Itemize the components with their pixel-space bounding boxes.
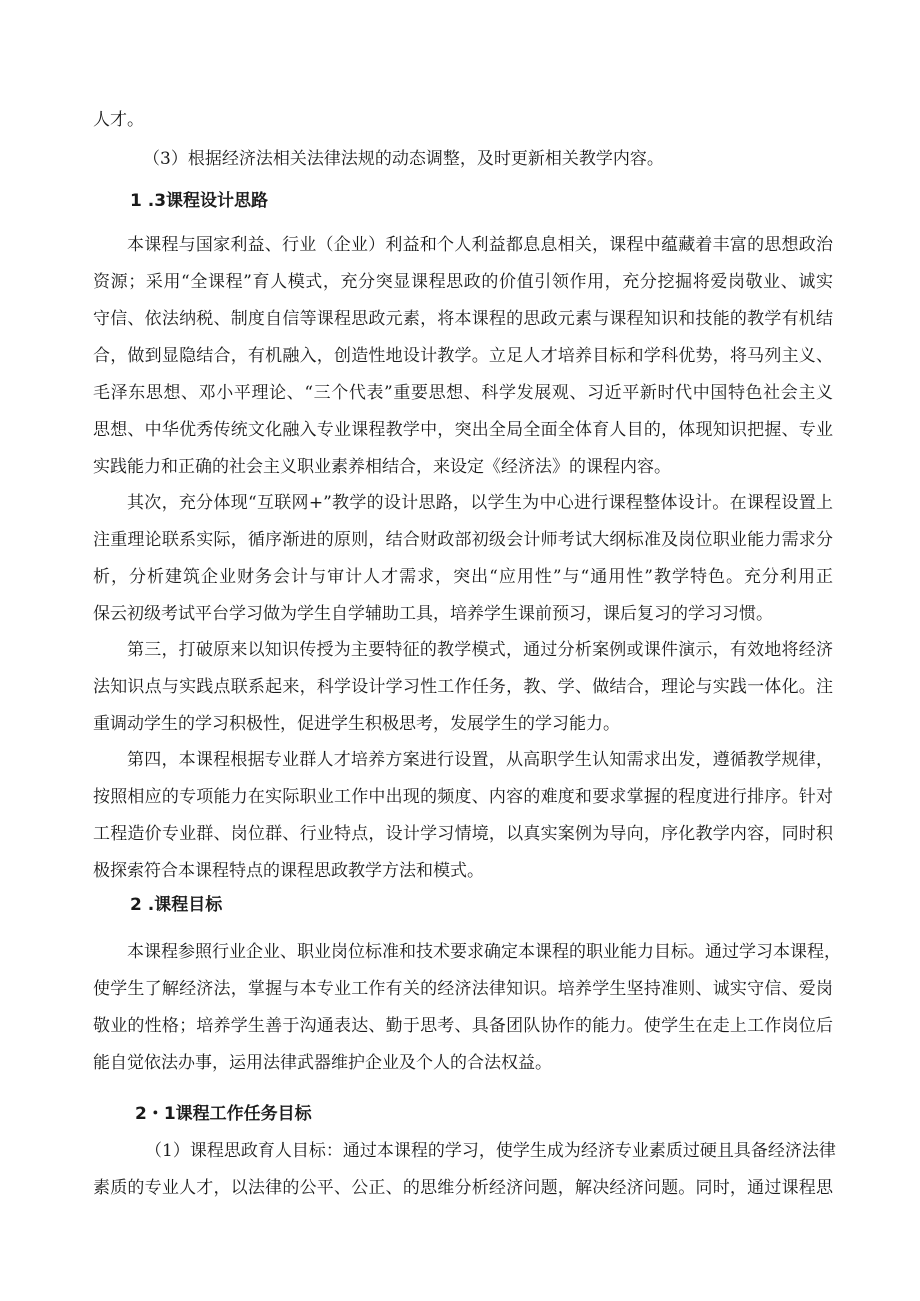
paragraph-5-line: 本课程参照行业企业、职业岗位标准和技术要求确定本课程的职业能力目标。通过学习本课程， — [127, 942, 841, 962]
paragraph-1-line: 毛泽东思想、邓小平理论、“三个代表”重要思想、科学发展观、习近平新时代中国特色社会主义 — [93, 383, 833, 403]
paragraph-1-line: 实践能力和正确的社会主义职业素养相结合，来设定《经济法》的课程内容。 — [93, 457, 671, 477]
paragraph-5-line: 使学生了解经济法，掌握与本专业工作有关的经济法律知识。培养学生坚持准则、诚实守信、爱岗 — [93, 979, 833, 999]
paragraph-1-line: 思想、中华优秀传统文化融入专业课程教学中，突出全局全面全体育人目的，体现知识把握、专业 — [93, 420, 833, 440]
paragraph-3-line: 重调动学生的学习积极性，促进学生积极思考，发展学生的学习能力。 — [93, 714, 620, 734]
paragraph-2-line: 注重理论联系实际，循序渐进的原则，结合财政部初级会计师考试大纲标准及岗位职业能力需求分 — [93, 530, 833, 550]
paragraph-5-line: 敬业的性格；培养学生善于沟通表达、勤于思考、具备团队协作的能力。使学生在走上工作岗位后 — [93, 1016, 833, 1036]
paragraph-4-line: 第四，本课程根据专业群人才培养方案进行设置，从高职学生认知需求出发，遵循教学规律， — [127, 750, 833, 770]
paragraph-2-line: 其次，充分体现“互联网+”教学的设计思路，以学生为中心进行课程整体设计。在课程设置上 — [127, 493, 833, 513]
paragraph-4-line: 按照相应的专项能力在实际职业工作中出现的频度、内容的难度和要求掌握的程度进行排序。针对 — [93, 787, 833, 807]
paragraph-6-line: 素质的专业人才，以法律的公平、公正、的思维分析经济问题，解决经济问题。同时，通过课程思 — [93, 1178, 833, 1198]
paragraph-4-line: 极探索符合本课程特点的课程思政教学方法和模式。 — [93, 861, 484, 881]
section-heading-2: 2 .课程目标 — [130, 895, 223, 915]
paragraph-6-line: （1）课程思政育人目标：通过本课程的学习，使学生成为经济专业素质过硬且具备经济法律 — [145, 1141, 836, 1161]
paragraph-2-line: 析，分析建筑企业财务会计与审计人才需求，突出“应用性”与“通用性”教学特色。充分利用正 — [93, 567, 833, 587]
section-heading-1-3: 1 .3课程设计思路 — [130, 191, 269, 211]
section-heading-2-1: 2・1课程工作任务目标 — [135, 1104, 312, 1124]
paragraph-1-line: 合，做到显隐结合，有机融入，创造性地设计教学。立足人才培养目标和学科优势，将马列主义、 — [93, 346, 833, 366]
paragraph-1-line: 资源；采用“全课程”育人模式，充分突显课程思政的价值引领作用，充分挖掘将爱岗敬业、诚实 — [93, 272, 833, 292]
paragraph-3-line: 法知识点与实践点联系起来，科学设计学习性工作任务，教、学、做结合，理论与实践一体化。注 — [93, 677, 833, 697]
paragraph-2-line: 保云初级考试平台学习做为学生自学辅助工具，培养学生课前预习，课后复习的学习习惯。 — [93, 604, 773, 624]
list-item-3: （3）根据经济法相关法律法规的动态调整，及时更新相关教学内容。 — [143, 149, 664, 169]
paragraph-4-line: 工程造价专业群、岗位群、行业特点，设计学习情境，以真实案例为导向，序化教学内容，同时积 — [93, 824, 833, 844]
paragraph-3-line: 第三，打破原来以知识传授为主要特征的教学模式，通过分析案例或课件演示，有效地将经济 — [127, 640, 833, 660]
paragraph-1-line: 守信、依法纳税、制度自信等课程思政元素，将本课程的思政元素与课程知识和技能的教学有机结 — [93, 309, 833, 329]
paragraph-1-line: 本课程与国家利益、行业（企业）利益和个人利益都息息相关，课程中蕴藏着丰富的思想政治 — [127, 235, 833, 255]
paragraph-5-line: 能自觉依法办事，运用法律武器维护企业及个人的合法权益。 — [93, 1053, 552, 1073]
paragraph-continuation: 人才。 — [93, 110, 144, 130]
